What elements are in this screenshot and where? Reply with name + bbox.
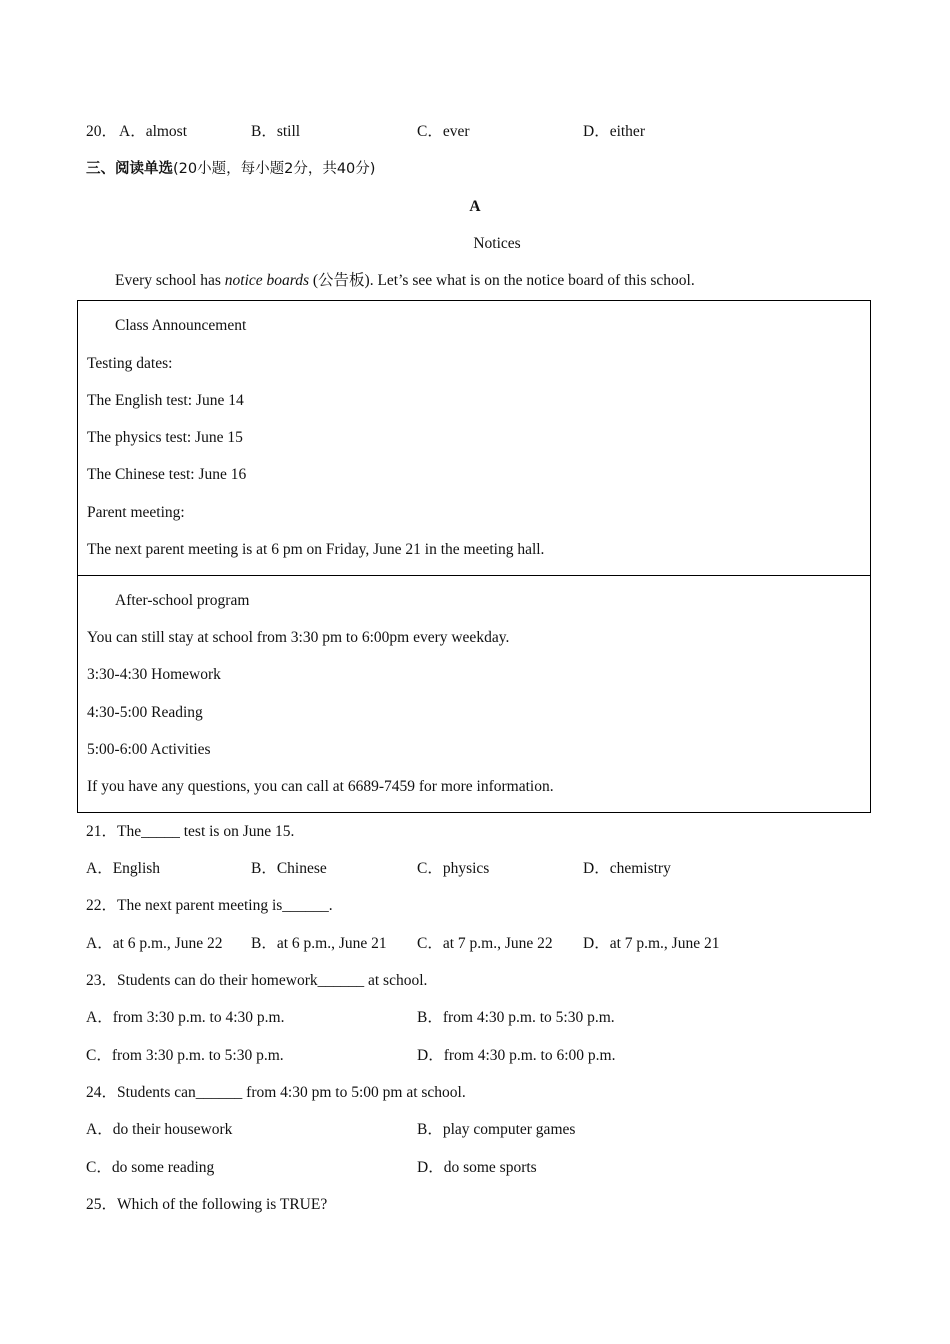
section-note: (20小题，每小题2分，共40分) [173,161,376,177]
notice-line: 4:30-5:00 Reading [87,704,203,721]
notice-line: 5:00-6:00 Activities [87,741,211,758]
notice-class-announcement [77,300,871,576]
passage-letter: A [469,198,481,215]
option-d: D．from 4:30 p.m. to 6:00 p.m. [417,1047,616,1064]
intro-text-rest: (公告板). Let’s see what is on the notice board of this school. [309,272,695,289]
intro-text: Every school has [115,272,225,289]
section-heading [86,159,375,179]
q20-option-a: A．almost [119,123,188,140]
question-stem: 25．Which of the following is TRUE? [86,1196,328,1213]
notice-line: The Chinese test: June 16 [87,466,247,483]
question-stem: 23．Students can do their homework______ at school. [86,972,428,989]
option-a: A．English [86,860,161,877]
q20-option-b: B．still [251,123,301,140]
notice-line: The physics test: June 15 [87,429,243,446]
option-a: A．from 3:30 p.m. to 4:30 p.m. [86,1009,285,1026]
option-d: D．chemistry [583,860,671,877]
notice-line: You can still stay at school from 3:30 pm to 6:00pm every weekday. [87,629,510,646]
question-stem: 22．The next parent meeting is______. [86,897,333,914]
notice-line: If you have any questions, you can call at 6689-7459 for more information. [87,778,554,795]
notice-line: The next parent meeting is at 6 pm on Friday, June 21 in the meeting hall. [87,541,545,558]
q20-number: 20． [86,123,118,140]
notice-title: After-school program [115,592,250,609]
passage-heading: Notices [473,235,521,252]
notice-title: Class Announcement [115,317,247,334]
option-c: C．physics [417,860,490,877]
option-d: D．at 7 p.m., June 21 [583,935,720,952]
option-d: D．do some sports [417,1159,537,1176]
option-c: C．from 3:30 p.m. to 5:30 p.m. [86,1047,284,1064]
option-b: B．from 4:30 p.m. to 5:30 p.m. [417,1009,615,1026]
section-title: 三、阅读单选 [86,161,173,177]
option-c: C．do some reading [86,1159,215,1176]
notice-line: Testing dates: [87,355,173,372]
option-b: B．play computer games [417,1121,576,1138]
q20-option-d: D．either [583,123,645,140]
option-b: B．at 6 p.m., June 21 [251,935,387,952]
notice-line: Parent meeting: [87,504,185,521]
option-b: B．Chinese [251,860,327,877]
option-c: C．at 7 p.m., June 22 [417,935,553,952]
notice-line: The English test: June 14 [87,392,244,409]
notice-after-school-program [77,575,871,813]
option-a: A．do their housework [86,1121,233,1138]
question-stem: 21．The_____ test is on June 15. [86,823,295,840]
passage-intro [115,271,695,291]
option-a: A．at 6 p.m., June 22 [86,935,223,952]
question-stem: 24．Students can______ from 4:30 pm to 5:00 pm at school. [86,1084,466,1101]
notice-line: 3:30-4:30 Homework [87,666,221,683]
intro-italic: notice boards [224,272,310,289]
q20-option-c: C．ever [417,123,470,140]
